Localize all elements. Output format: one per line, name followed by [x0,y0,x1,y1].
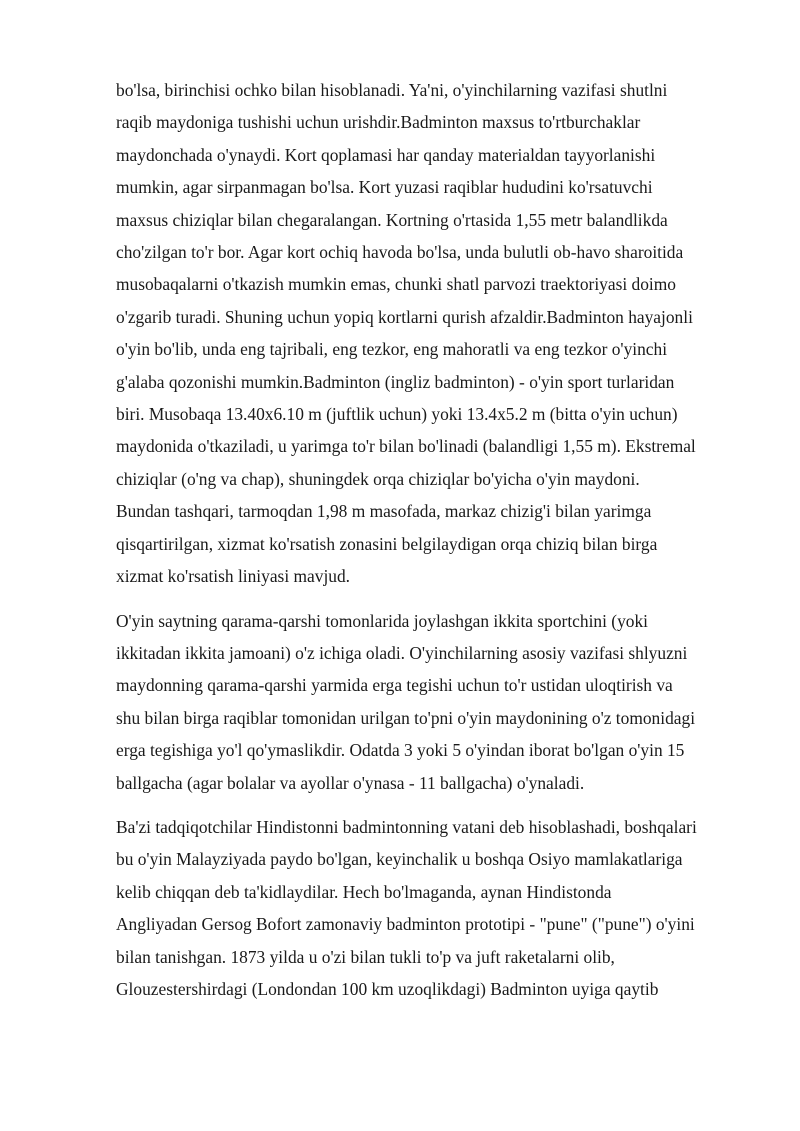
text-line: maydonida o'tkaziladi, u yarimga to'r bilan bo'linadi (balandligi 1,55 m). Ekstremal [116,436,696,457]
text-line: raqib maydoniga tushishi uchun urishdir.Badminton maxsus to'rtburchaklar [116,112,641,133]
text-line: xizmat ko'rsatish liniyasi mavjud. [116,566,351,587]
text-line: bu o'yin Malayziyada paydo bo'lgan, keyinchalik u boshqa Osiyo mamlakatlariga [116,849,683,870]
text-line: Glouzestershirdagi (Londondan 100 km uzoqlikdagi) Badminton uyiga qaytib [116,978,659,999]
text-line: musobaqalarni o'tkazish mumkin emas, chunki shatl parvozi traektoriyasi doimo [116,274,676,295]
text-line: g'alaba qozonishi mumkin.Badminton (ingliz badminton) - o'yin sport turlaridan [116,371,675,392]
text-line: maxsus chiziqlar bilan chegaralangan. Kortning o'rtasida 1,55 metr balandlikda [116,209,668,230]
text-line: Ba'zi tadqiqotchilar Hindistonni badmintonning vatani deb hisoblashadi, boshqalari [116,816,697,837]
text-line: mumkin, agar sirpanmagan bo'lsa. Kort yuzasi raqiblar hududini ko'rsatuvchi [116,177,653,198]
text-line: o'zgarib turadi. Shuning uchun yopiq kortlarni qurish afzaldir.Badminton hayajonli [116,306,693,327]
text-line: biri. Musobaqa 13.40x6.10 m (juftlik uchun) yoki 13.4x5.2 m (bitta o'yin uchun) [116,404,678,425]
text-line: Bundan tashqari, tarmoqdan 1,98 m masofada, markaz chizig'i bilan yarimga [116,501,652,522]
text-line: maydonchada o'ynaydi. Kort qoplamasi har qanday materialdan tayyorlanishi [116,144,656,165]
text-line: ballgacha (agar bolalar va ayollar o'ynasa - 11 ballgacha) o'ynaladi. [116,772,585,793]
text-line: chiziqlar (o'ng va chap), shuningdek orqa chiziqlar bo'yicha o'yin maydoni. [116,468,640,489]
text-line: ikkitadan ikkita jamoani) o'z ichiga oladi. O'yinchilarning asosiy vazifasi shlyuzni [116,642,688,663]
text-line: cho'zilgan to'r bor. Agar kort ochiq havoda bo'lsa, unda bulutli ob-havo sharoitida [116,242,684,263]
text-line: o'yin bo'lib, unda eng tajribali, eng tezkor, eng mahoratli va eng tezkor o'yinchi [116,339,668,360]
text-line: O'yin saytning qarama-qarshi tomonlarida joylashgan ikkita sportchini (yoki [116,610,648,631]
paragraph-3 [116,811,744,1005]
paragraph-1 [116,74,744,593]
text-line: maydonning qarama-qarshi yarmida erga tegishi uchun to'r ustidan uloqtirish va [116,675,673,696]
text-line: erga tegishiga yo'l qo'ymaslikdir. Odatda 3 yoki 5 o'yindan iborat bo'lgan o'yin 15 [116,740,685,761]
text-line: shu bilan birga raqiblar tomonidan urilgan to'pni o'yin maydonining o'z tomonidagi [116,707,696,728]
text-line: bo'lsa, birinchisi ochko bilan hisoblanadi. Ya'ni, o'yinchilarning vazifasi shutlni [116,80,668,100]
paragraph-2 [116,605,744,799]
document-body [116,74,744,1017]
text-line: bilan tanishgan. 1873 yilda u o'zi bilan tukli to'p va juft raketalarni olib, [116,946,615,967]
text-line: kelib chiqqan deb ta'kidlaydilar. Hech bo'lmaganda, aynan Hindistonda [116,881,612,902]
text-line: qisqartirilgan, xizmat ko'rsatish zonasini belgilaydigan orqa chiziq bilan birga [116,533,658,554]
text-line: Angliyadan Gersog Bofort zamonaviy badminton prototipi - "pune" ("pune") o'yini [116,914,695,935]
